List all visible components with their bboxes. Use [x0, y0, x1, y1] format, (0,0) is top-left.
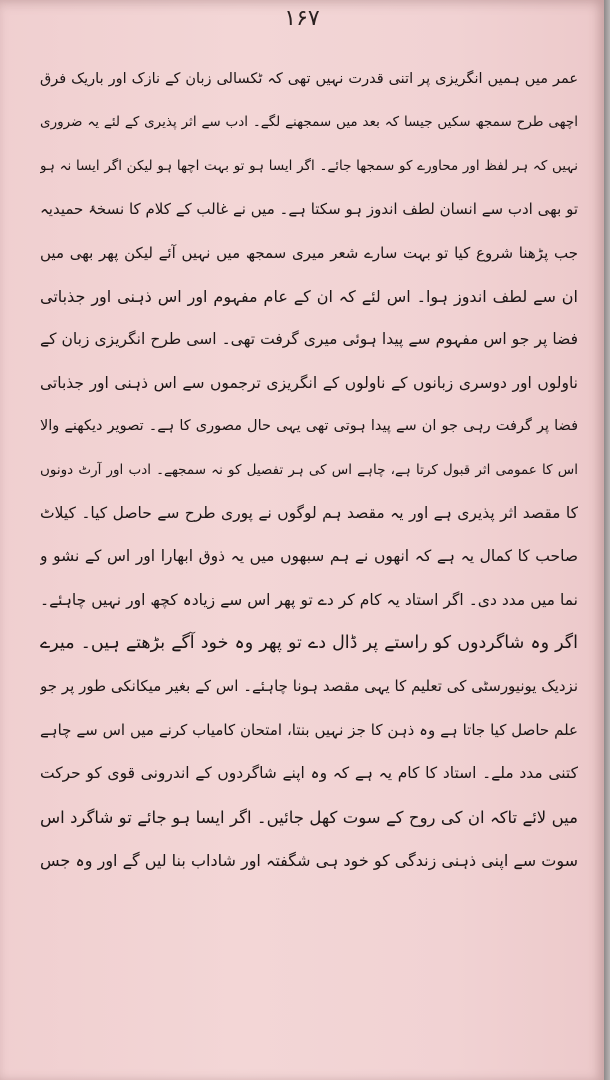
text-line: فضا پر جو اس مفہوم سے پیدا ہوئی میری گرفت تھی۔ اسی طرح انگریزی زبان کے: [40, 330, 578, 349]
page-number: ۱۶۷: [284, 6, 320, 31]
text-line: نما میں مدد دی۔ اگر استاد یہ کام کر دے تو پھر اس سے زیادہ کچھ اور نہیں چاہئے۔: [40, 590, 578, 609]
text-line: صاحب کا کمال یہ ہے کہ انھوں نے ہم سبھوں میں یہ ذوق ابھارا اور اس کے نشو و: [40, 547, 578, 566]
text-line: علم حاصل کیا جاتا ہے وہ ذہن کا جز نہیں بنتا، امتحان کامیاب کرنے میں اس سے چاہے: [40, 720, 578, 739]
text-line: کتنی مدد ملے۔ استاد کا کام یہ ہے کہ وہ اپنے شاگردوں کے اندرونی قوی کو حرکت: [40, 764, 578, 783]
text-line: ان سے لطف اندوز ہوا۔ اس لئے کہ ان کے عام مفہوم اور اس ذہنی اور جذباتی: [40, 286, 578, 306]
text-line: نہیں کہ ہر لفظ اور محاورے کو سمجھا جائے۔ اگر ایسا ہو تو بہت اچھا ہو لیکن اگر ایسا نہ ہو: [40, 157, 578, 174]
page-text: [40, 58, 578, 882]
book-spine-edge: [604, 0, 610, 1080]
text-line: اچھی طرح سمجھ سکیں جیسا کہ بعد میں سمجھنے لگے۔ ادب سے اثر پذیری کے لئے یہ ضروری: [40, 114, 578, 131]
text-line: کا مقصد اثر پذیری ہے اور یہ مقصد ہم لوگوں نے پوری طرح سے حاصل کیا۔ کیلاٹ: [40, 503, 578, 522]
text-line: عمر میں ہمیں انگریزی پر اتنی قدرت نہیں تھی کہ ٹکسالی زبان کے نازک اور باریک فرق: [40, 71, 578, 87]
text-line: اس کا عمومی اثر قبول کرتا ہے، چاہے اس کی ہر تفصیل کو نہ سمجھے۔ ادب اور آرٹ دونوں: [40, 461, 578, 478]
text-line: میں لائے تاکہ ان کی روح کے سوت کھل جائیں۔ اگر ایسا ہو جائے تو شاگرد اس: [40, 807, 578, 827]
text-line: نزدیک یونیورسٹی کی تعلیم کا یہی مقصد ہونا چاہئے۔ اس کے بغیر میکانکی طور پر جو: [40, 677, 578, 696]
text-line: تو بھی ادب سے انسان لطف اندوز ہو سکتا ہے۔ میں نے غالب کے کلام کا نسخۂ حمیدیہ: [40, 200, 578, 219]
text-line: ناولوں اور دوسری زبانوں کے ناولوں کے انگریزی ترجموں سے اس ذہنی اور جذباتی: [40, 373, 578, 392]
text-line: جب پڑھنا شروع کیا تو بہت سارے شعر میری سمجھ میں نہیں آئے لیکن پھر بھی میں: [40, 243, 578, 262]
text-line: سوت سے اپنی ذہنی زندگی کو خود ہی شگفتہ اور شاداب بنا لیں گے اور وہ جس: [40, 851, 578, 871]
text-line: فضا پر گرفت رہی جو ان سے پیدا ہوتی تھی یہی حال مصوری کا ہے۔ تصویر دیکھنے والا: [40, 418, 578, 435]
text-line: اگر وہ شاگردوں کو راستے پر ڈال دے تو پھر وہ خود آگے بڑھتے ہیں۔ میرے: [40, 633, 578, 654]
